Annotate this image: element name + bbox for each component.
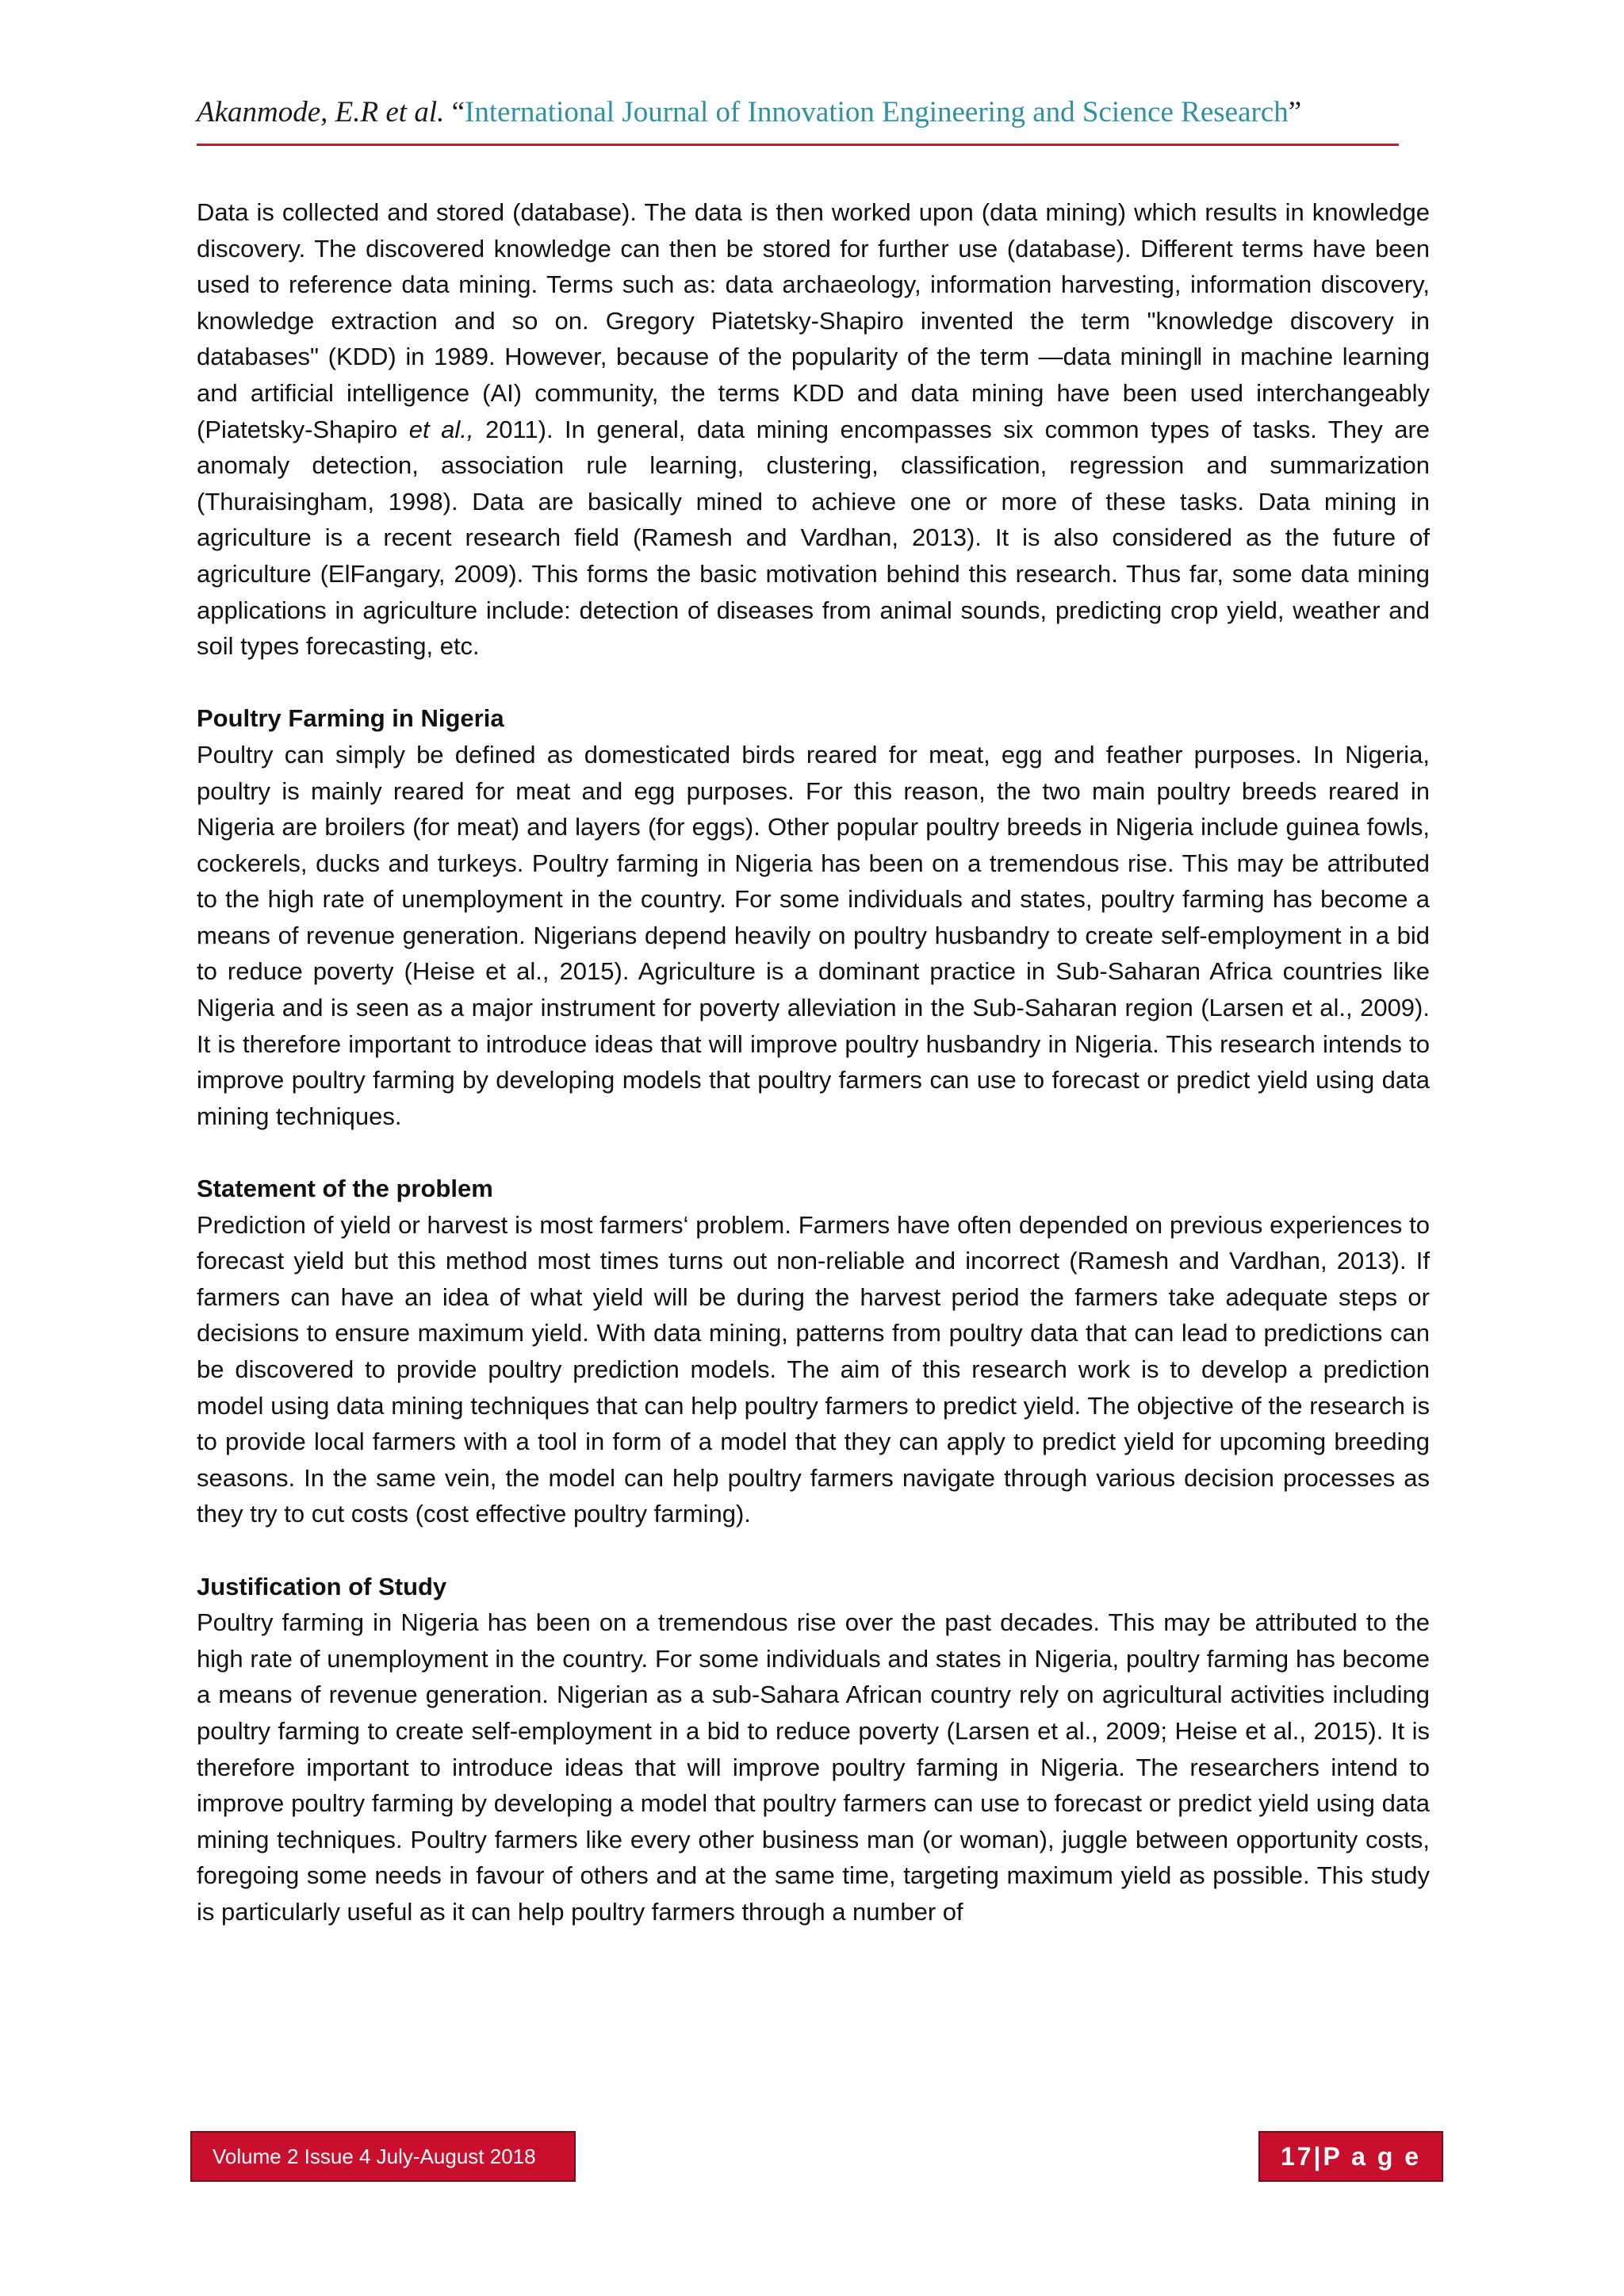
section-heading-justification: Justification of Study xyxy=(197,1572,447,1600)
journal-title: International Journal of Innovation Engineering and Science Research xyxy=(465,96,1289,128)
section-paragraph-poultry: Poultry can simply be defined as domesticated birds reared for meat, egg and feather purposes. In Nigeria, poultry is mainly reared for meat and egg purposes. For this reason, the two main poultry breeds reared in Nigeria are broilers (for meat) and layers (for eggs). Other popular poultry breeds in Nigeria include guinea fowls, cockerels, ducks and turkeys. Poultry farming in Nigeria has been on a tremendous rise. This may be attributed to the high rate of unemployment in the country. For some individuals and states, poultry farming has become a means of revenue generation. Nigerians depend heavily on poultry husbandry to create self-employment in a bid to reduce poverty (Heise et al., 2015). Agriculture is a dominant practice in Sub-Saharan Africa countries like Nigeria and is seen as a major instrument for poverty alleviation in the Sub-Saharan region (Larsen et al., 2009). It is therefore important to introduce ideas that will improve poultry husbandry in Nigeria. This research intends to improve poultry farming by developing models that poultry farmers can use to forecast or predict yield using data mining techniques. xyxy=(197,740,1430,1130)
section-paragraph-justification: Poultry farming in Nigeria has been on a tremendous rise over the past decades. This may be attributed to the high rate of unemployment in the country. For some individuals and states in Nigeria, poultry farming has become a means of revenue generation. Nigerian as a sub-Sahara African country rely on agricultural activities including poultry farming to create self-employment in a bid to reduce poverty (Larsen et al., 2009; Heise et al., 2015). It is therefore important to introduce ideas that will improve poultry farming in Nigeria. The researchers intend to improve poultry farming by developing a model that poultry farmers can use to forecast or predict yield using data mining techniques. Poultry farmers like every other business man (or woman), juggle between opportunity costs, foregoing some needs in favour of others and at the same time, targeting maximum yield as possible. This study is particularly useful as it can help poultry farmers through a number of xyxy=(197,1608,1430,1926)
header-authors: Akanmode, E.R et al. xyxy=(197,96,445,128)
intro-text-part-2: 2011). In general, data mining encompasses six common types of tasks. They are anomaly detection, association rule learning, clustering, classification, regression and summarization (Thuraisingham, 1998). Data are basically mined to achieve one or more of these tasks. Data mining in agriculture is a recent research field (Ramesh and Vardhan, 2013). It is also considered as the future of agriculture (ElFangary, 2009). This forms the basic motivation behind this research. Thus far, some data mining applications in agriculture include: detection of diseases from animal sounds, predicting crop yield, weather and soil types forecasting, etc. xyxy=(197,415,1431,661)
header-open-quote: “ xyxy=(444,96,465,128)
intro-text-part-1: Data is collected and stored (database). The data is then worked upon (data mining) which results in knowledge discovery. The discovered knowledge can then be stored for further use (database). Different terms have been used to reference data mining. Terms such as: data archaeology, information harvesting, information discovery, knowledge extraction and so on. Gregory Piatetsky-Shapiro invented the term "knowledge discovery in databases" (KDD) in 1989. However, because of the popularity of the term ―data mining‖ in machine learning and artificial intelligence (AI) community, the terms KDD and data mining have been used interchangeably (Piatetsky-Shapiro xyxy=(197,198,1430,443)
section-heading-poultry: Poultry Farming in Nigeria xyxy=(197,704,504,733)
header-close-quote: ” xyxy=(1288,96,1302,128)
section-paragraph-problem: Prediction of yield or harvest is most farmers‘ problem. Farmers have often depended on previous experiences to forecast yield but this method most times turns out non-reliable and incorrect (Ramesh and Vardhan, 2013). If farmers can have an idea of what yield will be during the harvest period the farmers take adequate steps or decisions to ensure maximum yield. With data mining, patterns from poultry data that can lead to predictions can be discovered to provide poultry prediction models. The aim of this research work is to develop a prediction model using data mining techniques that can help poultry farmers to predict yield. The objective of the research is to provide local farmers with a tool in form of a model that they can apply to predict yield for upcoming breeding seasons. In the same vein, the model can help poultry farmers navigate through various decision processes as they try to cut costs (cost effective poultry farming). xyxy=(197,1210,1430,1528)
footer-page-number: 17|P a g e xyxy=(1258,2131,1443,2182)
header-divider xyxy=(197,144,1399,146)
running-header xyxy=(197,94,1402,132)
intro-paragraph xyxy=(197,194,1430,665)
article-body xyxy=(197,194,1430,1930)
intro-et-al: et al., xyxy=(408,415,474,443)
footer-volume-badge: Volume 2 Issue 4 July-August 2018 xyxy=(190,2131,576,2182)
section-heading-problem: Statement of the problem xyxy=(197,1175,493,1203)
